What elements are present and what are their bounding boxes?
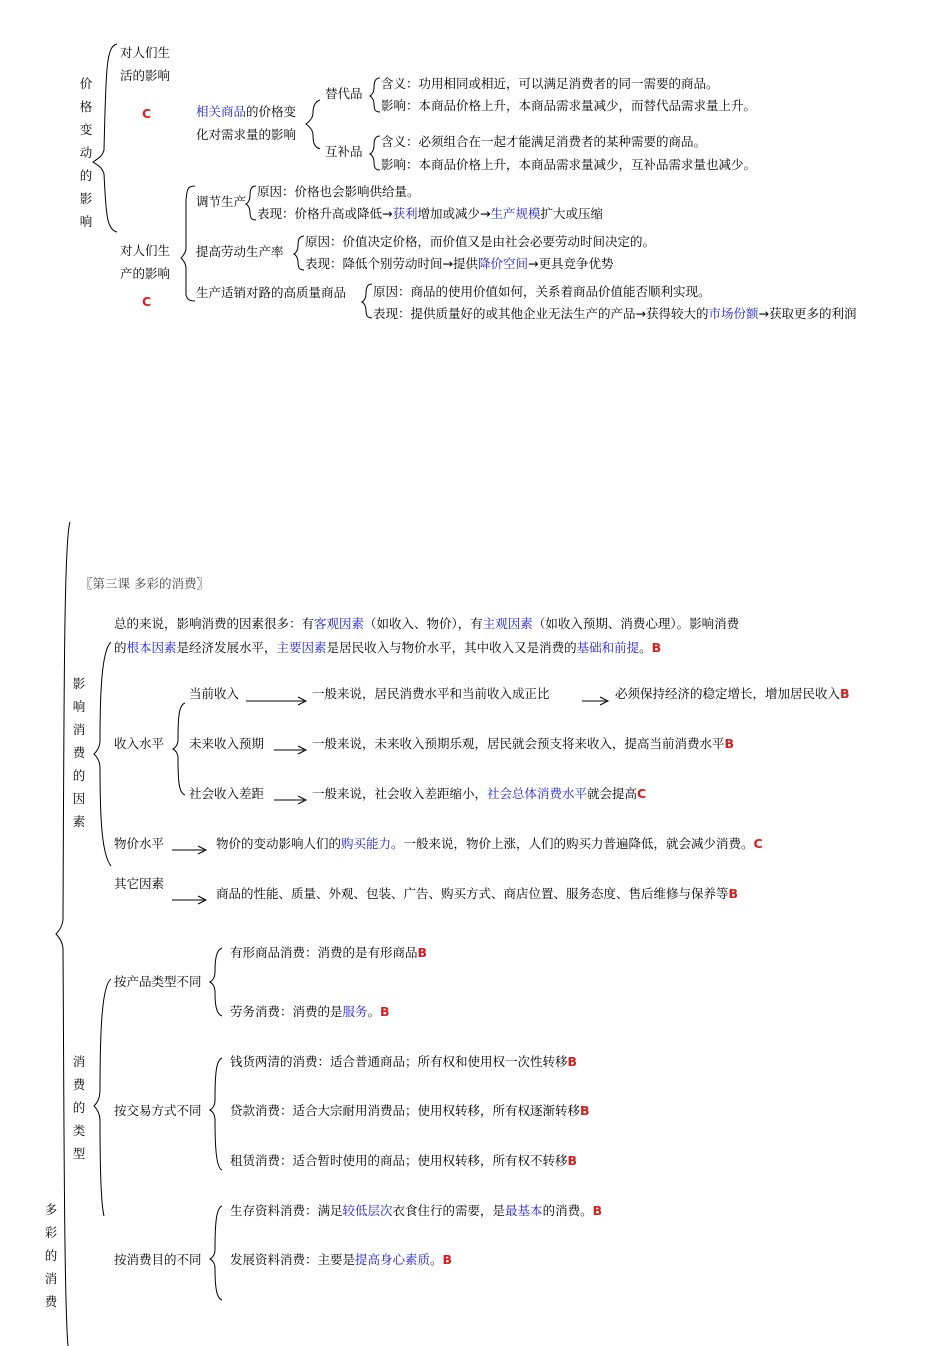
complement-meaning: 含义：必须组合在一起才能满足消费者的某种需要的商品。	[381, 134, 707, 149]
development-consumption: 发展资料消费：主要是提高身心素质。B	[230, 1252, 453, 1267]
life-effect-title-line2: 活的影响	[120, 68, 171, 83]
current-income-text: 一般来说，居民消费水平和当前收入成正比	[312, 686, 550, 701]
current-income-result: 必须保持经济的稳定增长，增加居民收入B	[615, 686, 850, 701]
price-level-text: 物价的变动影响人们的购买能力。一般来说，物价上涨，人们的购买力普遍降低，就会减少消费。C	[216, 836, 763, 851]
service-consumption: 劳务消费：消费的是服务。B	[230, 1004, 390, 1019]
related-goods-label-line1: 相关商品的价格变	[196, 104, 297, 119]
complement-label: 互补品	[325, 144, 363, 159]
future-income-label: 未来收入预期	[189, 736, 265, 751]
quality-goods-reason: 原因：商品的使用价值如何，关系着商品价值能否顺利实现。	[373, 284, 711, 299]
quality-goods-performance: 表现：提供质量好的或其他企业无法生产的产品→获得较大的市场份额→获取更多的利润	[373, 306, 857, 321]
other-factors-label: 其它因素	[114, 876, 165, 891]
labor-productivity-performance: 表现：降低个别劳动时间→提供降价空间→更具竞争优势	[305, 256, 614, 271]
substitute-meaning: 含义：功用相同或相近，可以满足消费者的同一需要的商品。	[381, 76, 719, 91]
cash-consumption: 钱货两清的消费：适合普通商品；所有权和使用权一次性转移B	[230, 1054, 578, 1069]
by-product-type-label: 按产品类型不同	[114, 974, 202, 989]
complement-effect: 影响：本商品价格上升，本商品需求量减少，互补品需求量也减少。	[381, 157, 757, 172]
intro-grade: B	[651, 640, 662, 655]
production-effect-title-line2: 产的影响	[120, 266, 171, 281]
quality-goods-label: 生产适销对路的高质量商品	[196, 285, 347, 300]
life-effect-grade: C	[142, 106, 152, 121]
income-gap-label: 社会收入差距	[189, 786, 265, 801]
loan-consumption: 贷款消费：适合大宗耐用消费品；使用权转移，所有权逐渐转移B	[230, 1103, 590, 1118]
related-goods-keyword: 相关商品	[196, 104, 247, 119]
substitute-label: 替代品	[325, 86, 363, 101]
future-income-text: 一般来说，未来收入预期乐观，居民就会预支将来收入，提高当前消费水平B	[312, 736, 735, 751]
colorful-consumption-root: 多彩的消费	[44, 1202, 58, 1309]
production-effect-title-line1: 对人们生	[120, 243, 171, 258]
labor-productivity-reason: 原因：价值决定价格，而价值又是由社会必要劳动时间决定的。	[305, 234, 656, 249]
intro-line1: 总的来说，影响消费的因素很多：有客观因素（如收入、物价），有主观因素（如收入预期、消费心理）。影响消费	[114, 616, 740, 631]
intro-line2: 的根本因素是经济发展水平，主要因素是居民收入与物价水平，其中收入又是消费的基础和前提。B	[114, 640, 662, 655]
adjust-production-performance: 表现：价格升高或降低→获利增加或减少→生产规模扩大或压缩	[257, 206, 604, 221]
price-level-label: 物价水平	[114, 836, 165, 851]
current-income-label: 当前收入	[189, 686, 240, 701]
tangible-consumption: 有形商品消费：消费的是有形商品B	[230, 945, 428, 960]
labor-productivity-label: 提高劳动生产率	[196, 244, 284, 259]
related-goods-label-line2: 化对需求量的影响	[196, 127, 297, 142]
adjust-production-label: 调节生产	[196, 194, 247, 209]
by-trade-method-label: 按交易方式不同	[114, 1103, 202, 1118]
adjust-production-reason: 原因：价格也会影响供给量。	[257, 184, 420, 199]
income-gap-text: 一般来说，社会收入差距缩小，社会总体消费水平就会提高C	[312, 786, 647, 801]
rental-consumption: 租赁消费：适合暂时使用的商品；使用权转移，所有权不转移B	[230, 1153, 578, 1168]
life-effect-title-line1: 对人们生	[120, 45, 171, 60]
survival-consumption: 生存资料消费：满足较低层次衣食住行的需要，是最基本的消费。B	[230, 1203, 603, 1218]
income-level-label: 收入水平	[114, 736, 165, 751]
price-effect-root-label: 价格变动的影响	[79, 76, 93, 229]
substitute-effect: 影响：本商品价格上升，本商品需求量减少，而替代品需求量上升。	[381, 98, 757, 113]
consumption-factors-title: 影响消费的因素	[72, 676, 86, 829]
by-purpose-label: 按消费目的不同	[114, 1252, 202, 1267]
production-effect-grade: C	[142, 294, 152, 309]
consumption-types-title: 消费的类型	[72, 1054, 86, 1161]
other-factors-text: 商品的性能、质量、外观、包装、广告、购买方式、商店位置、服务态度、售后维修与保养等B	[216, 886, 739, 901]
lesson-header: 〖第三课 多彩的消费〗	[80, 576, 209, 591]
